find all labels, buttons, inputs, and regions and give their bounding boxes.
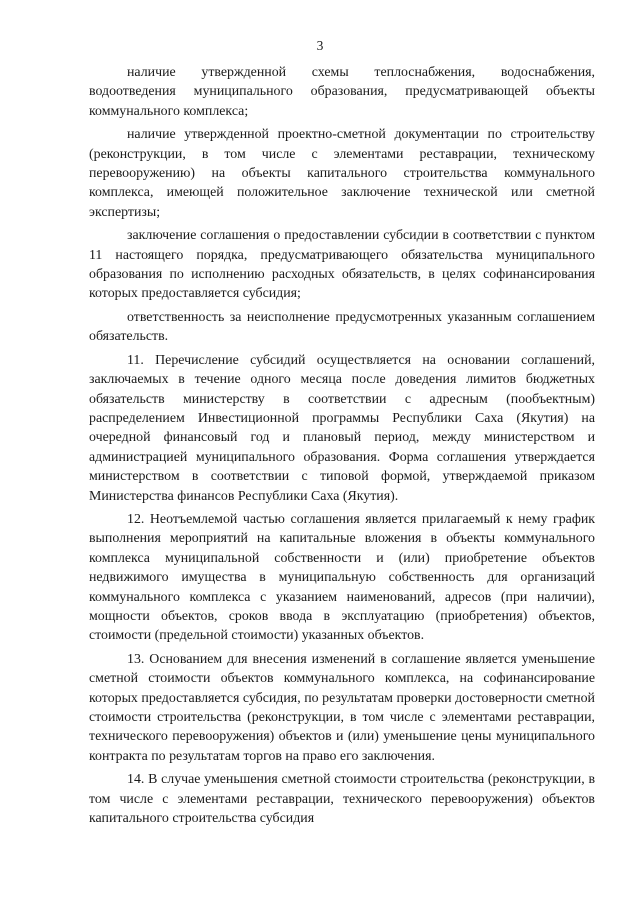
paragraph-design-estimate-documentation: наличие утвержденной проектно-сметной документации по строительству (реконструкции, в том числе с элементами реставрации, техническому перевооружению) на объекты капитального строительства коммунального комплекса, имеющей положительное заключение технической или сметной экспертизы; [89, 127, 595, 220]
paragraph-clause-14: 14. В случае уменьшения сметной стоимости строительства (реконструкции, в том числе с элементами реставрации, технического перевооружения) объектов капитального строительства субсидия [89, 772, 595, 827]
paragraph-clause-12: 12. Неотъемлемой частью соглашения является прилагаемый к нему график выполнения мероприятий на капитальные вложения в объекты коммунального комплекса муниципальной собственности и (или) приобретение объектов недвижимого имущества в муниципальную собственность для организаций коммунального комплекса с указанием наименований, адресов (при наличии), мощности объектов, сроков ввода в эксплуатацию (приобретения) объектов, стоимости (предельной стоимости) указанных объектов. [89, 511, 595, 644]
page-number: 3 [316, 38, 324, 53]
paragraph-clause-11: 11. Перечисление субсидий осуществляется на основании соглашений, заключаемых в течение одного месяца после доведения лимитов бюджетных обязательств министерству в соответствии с адресным (пообъектным) распределением Инвестиционной программы Республики Саха (Якутия) на очередной финансовый год и плановый период, между министерством и администрацией муниципального образования. Форма соглашения утверждается министерством в соответствии с типовой формой, утверждаемой приказом Министерства финансов Республики Саха (Якутия). [89, 352, 595, 504]
paragraph-heat-supply-scheme: наличие утвержденной схемы теплоснабжения, водоснабжения, водоотведения муниципального образования, предусматривающей объекты коммунального комплекса; [89, 65, 595, 119]
paragraph-responsibility: ответственность за неисполнение предусмотренных указанным соглашением обязательств. [89, 309, 595, 345]
paragraph-subsidy-agreement-condition: заключение соглашения о предоставлении субсидии в соответствии с пунктом 11 настоящего порядка, предусматривающего обязательства муниципального образования по исполнению расходных обязательств, в целях софинансирования которых предоставляется субсидия; [89, 228, 595, 302]
paragraph-clause-13: 13. Основанием для внесения изменений в соглашение является уменьшение сметной стоимости объектов коммунального комплекса, на софинансирование которых предоставляется субсидия, по результатам проверки достоверности сметной стоимости строительства (реконструкции, в том числе с элементами реставрации, технического перевооружения) объектов и (или) уменьшение цены муниципального контракта по результатам торгов на право его заключения. [89, 651, 595, 764]
document-body [89, 63, 595, 828]
